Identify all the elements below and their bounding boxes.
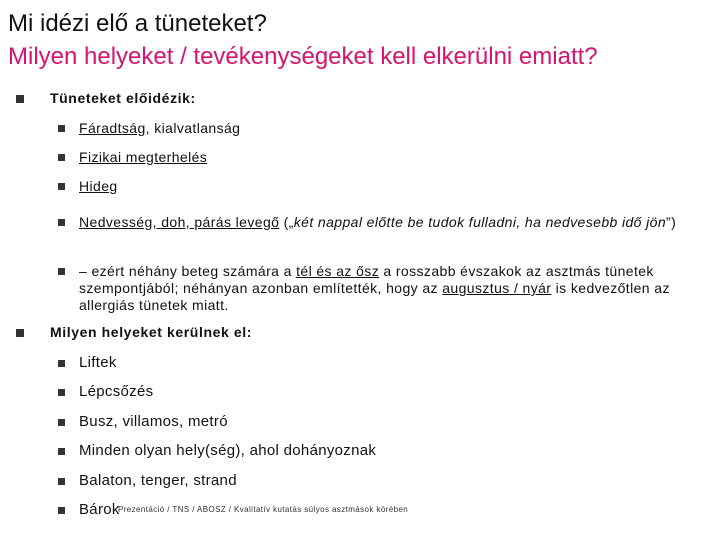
square-bullet-icon (58, 125, 65, 132)
item-underlined: Hideg (79, 178, 118, 194)
square-bullet-icon (16, 95, 24, 103)
list-item: Balaton, tenger, strand (79, 472, 237, 489)
list-item: Busz, villamos, metró (79, 413, 228, 430)
title-line-1: Mi idézi elő a tüneteket? (8, 10, 267, 37)
square-bullet-icon (58, 389, 65, 396)
list-item: Liftek (79, 354, 117, 371)
title-line-2: Milyen helyeket / tevékenységeket kell elkerülni emiatt? (8, 43, 598, 70)
square-bullet-icon (58, 360, 65, 367)
item-text: is kedvezőtlen az allergiás tünetek miatt. (79, 280, 670, 313)
footer-caption: Prezentáció / TNS / ABOSZ / Kvalitatív kutatás súlyos asztmások körében (118, 505, 409, 514)
item-text: a rosszabb évszakok az asztmás tünetek szempontjából; néhányan azonban említették, hogy az (79, 263, 654, 296)
item-text: – ezért néhány beteg számára a (79, 263, 297, 279)
square-bullet-icon (58, 448, 65, 455)
square-bullet-icon (58, 154, 65, 161)
list-item (79, 214, 699, 231)
list-item: Minden olyan hely(ség), ahol dohányoznak (79, 442, 377, 459)
item-text: ”) (666, 214, 677, 230)
item-underlined: Fizikai megterhelés (79, 149, 208, 165)
square-bullet-icon (58, 268, 65, 275)
slide-title (8, 7, 598, 73)
square-bullet-icon (58, 478, 65, 485)
section-heading-places: Milyen helyeket kerülnek el: (50, 324, 252, 340)
item-underlined: augusztus / nyár (442, 280, 552, 296)
list-item (79, 263, 704, 314)
list-item (79, 149, 207, 166)
item-underlined: tél és az ősz (296, 263, 380, 279)
item-text: („ (279, 214, 294, 230)
item-quote: két nappal előtte be tudok fulladni, ha nedvesebb idő jön (293, 214, 667, 230)
list-item (79, 178, 118, 195)
square-bullet-icon (16, 329, 24, 337)
square-bullet-icon (58, 183, 65, 190)
section-heading-triggers: Tüneteket előidézik: (50, 90, 196, 106)
list-item (79, 120, 240, 137)
square-bullet-icon (58, 219, 65, 226)
list-item: Lépcsőzés (79, 383, 154, 400)
list-item: Bárok (79, 501, 120, 518)
item-text: , kialvatlanság (145, 120, 241, 136)
square-bullet-icon (58, 507, 65, 514)
square-bullet-icon (58, 419, 65, 426)
item-underlined: Fáradtság (79, 120, 146, 136)
item-underlined: Nedvesség, doh, párás levegő (79, 214, 280, 230)
